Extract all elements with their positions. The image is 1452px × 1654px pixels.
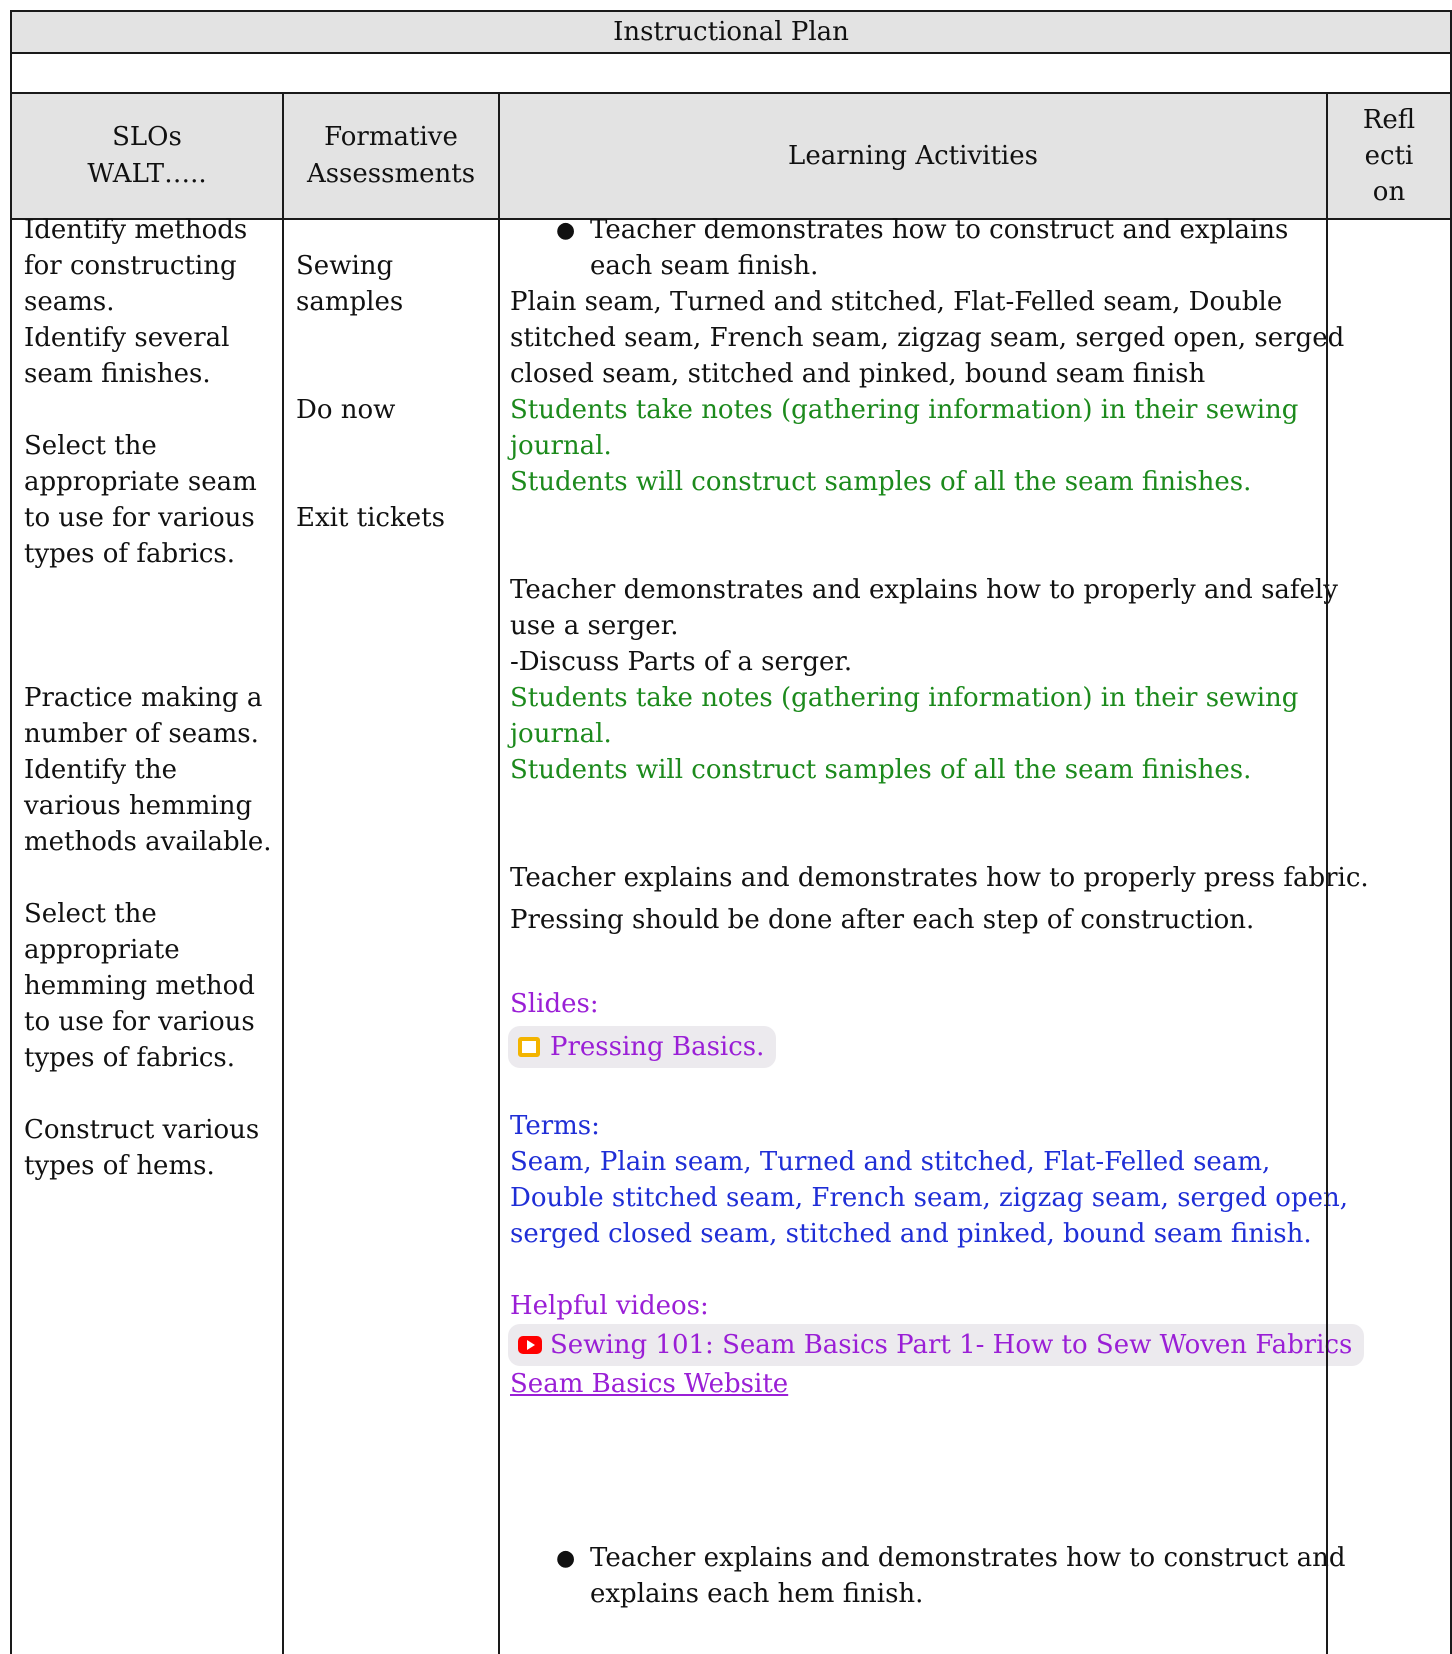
slo-line: for constructing [24,251,237,281]
terms-line: Seam, Plain seam, Turned and stitched, Flat-Felled seam, [510,1147,1271,1177]
activities-cell [498,215,1369,1654]
activity-line: Teacher explains and demonstrates how to properly press fabric. [510,863,1369,893]
activity-line: Teacher explains and demonstrates how to construct and [590,1543,1346,1573]
activity-line: Pressing should be done after each step of construction. [510,905,1255,935]
slo-line: methods available. [24,827,272,857]
formative-line: Exit tickets [296,503,445,533]
activity-line: stitched seam, French seam, zigzag seam, serged open, serged [510,323,1345,353]
slides-icon [518,1037,540,1057]
slo-line: to use for various [24,1007,255,1037]
slo-line: number of seams. [24,719,259,749]
formative-line: Sewing [296,251,394,281]
activity-line: Teacher demonstrates how to construct and explains [590,215,1289,245]
slo-line: seam finishes. [24,359,211,389]
slo-line: Construct various [24,1115,260,1145]
activity-line: use a serger. [510,611,679,641]
slo-line: appropriate [24,935,180,965]
slo-line: types of fabrics. [24,1043,235,1073]
slo-line: appropriate seam [24,467,257,497]
youtube-icon [518,1336,542,1354]
header-formative [282,92,500,220]
formative-cell [282,218,500,1654]
terms-line: Double stitched seam, French seam, zigzag seam, serged open, [510,1183,1348,1213]
terms-line: serged closed seam, stitched and pinked, bound seam finish. [510,1219,1312,1249]
slo-line: Identify methods [24,215,248,245]
activity-line: Students take notes (gathering information) in their sewing [510,683,1299,713]
slo-line: Select the [24,431,157,461]
slo-line: hemming method [24,971,255,1001]
activity-line: Plain seam, Turned and stitched, Flat-Felled seam, Double [510,287,1283,317]
terms-label: Terms: [510,1111,600,1141]
header-reflection [1326,92,1452,220]
header-formative-line: Formative [324,122,458,152]
video-link-label: Sewing 101: Seam Basics Part 1- How to Sew Woven Fabrics [550,1330,1353,1360]
formative-line: Do now [296,395,396,425]
header-reflection-line: on [1372,177,1406,207]
slo-line: to use for various [24,503,255,533]
bullet-icon: ● [556,1546,576,1571]
slides-link-chip[interactable] [508,1026,776,1068]
bullet-icon: ● [556,218,576,243]
activity-line: Teacher demonstrates and explains how to properly and safely [510,575,1338,605]
slo-line: seams. [24,287,115,317]
slo-line: Identify the [24,755,177,785]
header-slos-line: WALT….. [87,159,207,189]
activity-line: closed seam, stitched and pinked, bound seam finish [510,359,1206,389]
activity-line: journal. [510,431,612,461]
activity-line: Students will construct samples of all the seam finishes. [510,755,1252,785]
activity-line: journal. [510,719,612,749]
blank-row [10,52,1452,94]
header-learning-activities: Learning Activities [498,92,1328,220]
table-title: Instructional Plan [10,10,1452,54]
slo-line: types of hems. [24,1151,215,1181]
activity-line: explains each hem finish. [590,1579,924,1609]
slo-line: Identify several [24,323,230,353]
instructional-plan-table [10,10,1452,1654]
slides-link-label: Pressing Basics. [550,1032,765,1062]
header-slos [10,92,284,220]
slo-line: Select the [24,899,157,929]
activity-line: each seam finish. [590,251,819,281]
video-link-chip[interactable] [508,1324,1364,1366]
activity-line: Students take notes (gathering information) in their sewing [510,395,1299,425]
slo-line: various hemming [24,791,253,821]
header-formative-line: Assessments [306,159,476,189]
reflection-cell [1326,218,1452,1654]
videos-label: Helpful videos: [510,1291,709,1321]
website-link[interactable]: Seam Basics Website [510,1369,789,1399]
header-reflection-line: ecti [1364,141,1414,171]
header-reflection-line: Refl [1362,105,1416,135]
formative-line: samples [296,287,404,317]
slo-line: types of fabrics. [24,539,235,569]
activity-line: -Discuss Parts of a serger. [510,647,853,677]
slos-cell [10,215,284,1654]
slo-line: Practice making a [24,683,263,713]
slides-label: Slides: [510,989,599,1019]
header-slos-line: SLOs [112,122,182,152]
activity-line: Students will construct samples of all the seam finishes. [510,467,1252,497]
